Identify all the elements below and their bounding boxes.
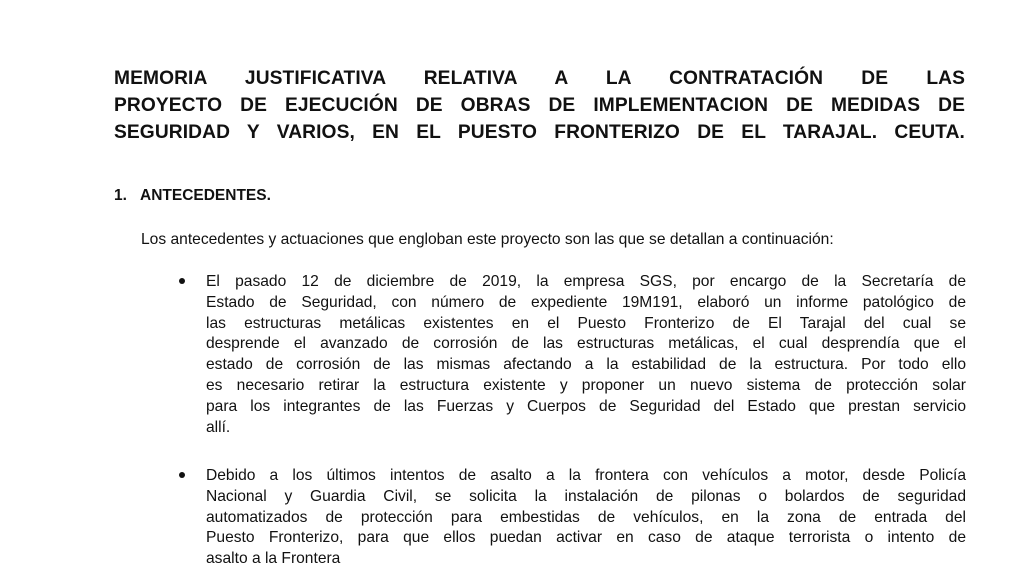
section-heading-text: ANTECEDENTES. [140,187,271,204]
section-number: 1. [114,187,127,204]
section-intro: Los antecedentes y actuaciones que engloban este proyecto son las que se detallan a continuación: [141,231,834,248]
bullet-line: las estructuras metálicas existentes en el Puesto Fronterizo de El Tarajal del cual se [206,314,966,332]
title-line: SEGURIDAD Y VARIOS, EN EL PUESTO FRONTERIZO DE EL TARAJAL. CEUTA. [114,122,965,143]
bullet-line: desprende el avanzado de corrosión de las estructuras metálicas, el cual desprendía que el [206,335,966,353]
bullet-line: Estado de Seguridad, con número de expediente 19M191, elaboró un informe patológico de [206,293,966,311]
bullet-line: allí. [206,418,231,436]
bullet-line: automatizados de protección para embestidas de vehículos, en la zona de entrada del [206,508,966,526]
document-title [114,65,965,146]
bullet-line: Nacional y Guardia Civil, se solicita la instalación de pilonas o bolardos de seguridad [206,487,966,505]
bullet-line: Debido a los últimos intentos de asalto a la frontera con vehículos a motor, desde Policía [206,467,966,484]
bullet-line: es necesario retirar la estructura existente y proponer un nuevo sistema de protección solar [206,376,966,394]
bullet-line: Puesto Fronterizo, para que ellos puedan activar en caso de ataque terrorista o intento de [206,529,966,547]
title-line: PROYECTO DE EJECUCIÓN DE OBRAS DE IMPLEMENTACION DE MEDIDAS DE [114,95,965,116]
bullet-line: estado de corrosión de las mismas afectando a la estabilidad de la estructura. Por todo ello [206,356,966,374]
section-heading [114,186,271,206]
bullet-item [206,466,966,570]
bullet-line: asalto a la Frontera [206,550,341,568]
bullet-item [206,272,966,438]
title-line: MEMORIA JUSTIFICATIVA RELATIVA A LA CONTRATACIÓN DE LAS [114,68,965,89]
bullet-line: para los integrantes de las Fuerzas y Cuerpos de Seguridad del Estado que prestan servicio [206,397,966,415]
bullet-icon [179,472,185,478]
bullet-line: El pasado 12 de diciembre de 2019, la empresa SGS, por encargo de la Secretaría de [206,273,966,290]
bullet-icon [179,278,185,284]
